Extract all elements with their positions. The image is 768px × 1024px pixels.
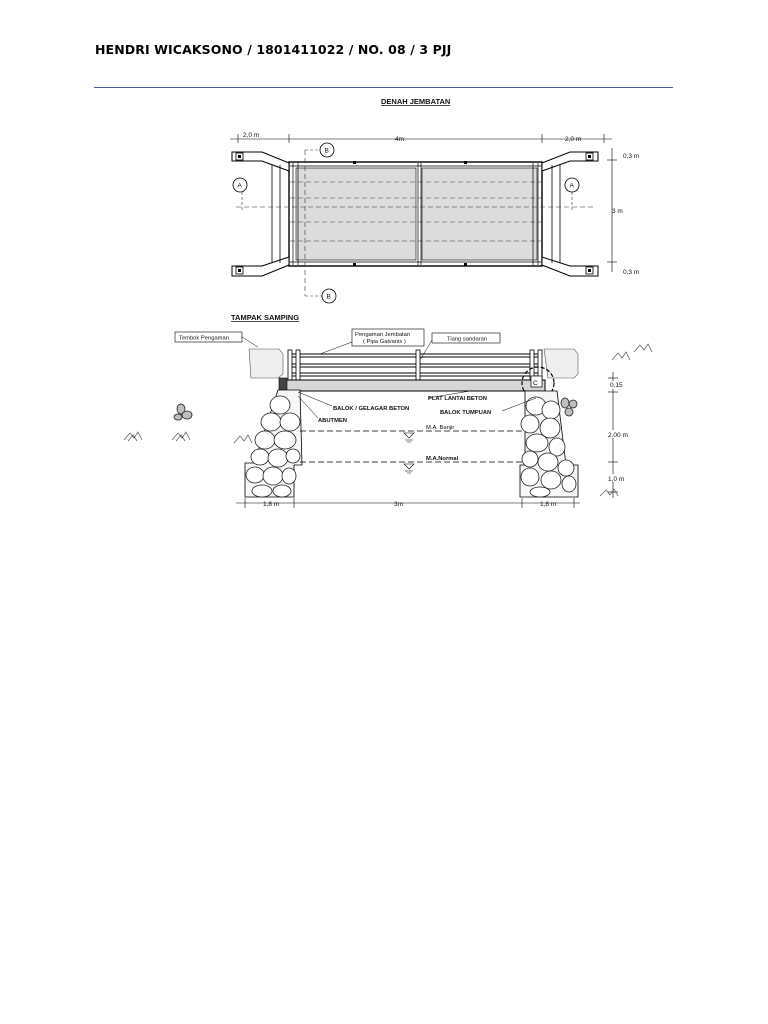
label-plat-lantai: PLAT LANTAI BETON — [428, 396, 487, 402]
label-ma-normal: M.A.Normal — [426, 456, 459, 462]
plan-dim-middle: 4m — [395, 136, 405, 143]
plan-dim-mid-right: 3 m — [612, 208, 623, 215]
section-a-left: A — [237, 182, 242, 190]
plan-dim-top-right: 0,3 m — [623, 153, 640, 160]
plan-dim-left: 2,0 m — [243, 132, 260, 139]
label-tembok-pengaman: Tembok Pengaman — [179, 335, 229, 342]
dim-height-slab: 0,15 — [610, 382, 623, 389]
dim-bottom-right: 1,8 m — [540, 501, 557, 508]
label-balok-tumpuan: BALOK TUMPUAN — [440, 410, 492, 416]
plan-view — [230, 97, 639, 303]
plan-title: DENAH JEMBATAN — [381, 97, 451, 106]
side-elevation — [124, 313, 652, 508]
detail-c-label: C — [533, 380, 538, 387]
section-b-top: B — [324, 147, 329, 155]
label-abutmen: ABUTMEN — [318, 418, 347, 424]
label-ma-banjir: M.A. Banjir — [426, 425, 455, 431]
section-a-right: A — [569, 182, 574, 190]
label-pengaman-line1: Pengaman Jembatan — [355, 332, 411, 338]
label-balok-gelagar: BALOK / GELAGAR BETON — [333, 406, 410, 412]
dim-height-normal: 1,0 m — [608, 476, 625, 483]
dim-bottom-middle: 3m — [394, 501, 404, 508]
dim-bottom-left: 1,8 m — [263, 501, 280, 508]
document-header: HENDRI WICAKSONO / 1801411022 / NO. 08 / 3 PJJ — [95, 42, 452, 57]
elevation-title: TAMPAK SAMPING — [231, 313, 300, 322]
plan-dim-right: 2,0 m — [565, 136, 582, 143]
dim-height-flood: 2,00 m — [608, 432, 628, 439]
plan-dim-bottom-right: 0,3 m — [623, 269, 640, 276]
section-b-bottom: B — [326, 293, 331, 301]
label-pengaman-line2: ( Pipa Galvanis ) — [363, 339, 406, 345]
label-tiang-sandaran: Tiang sandaran — [447, 336, 488, 343]
